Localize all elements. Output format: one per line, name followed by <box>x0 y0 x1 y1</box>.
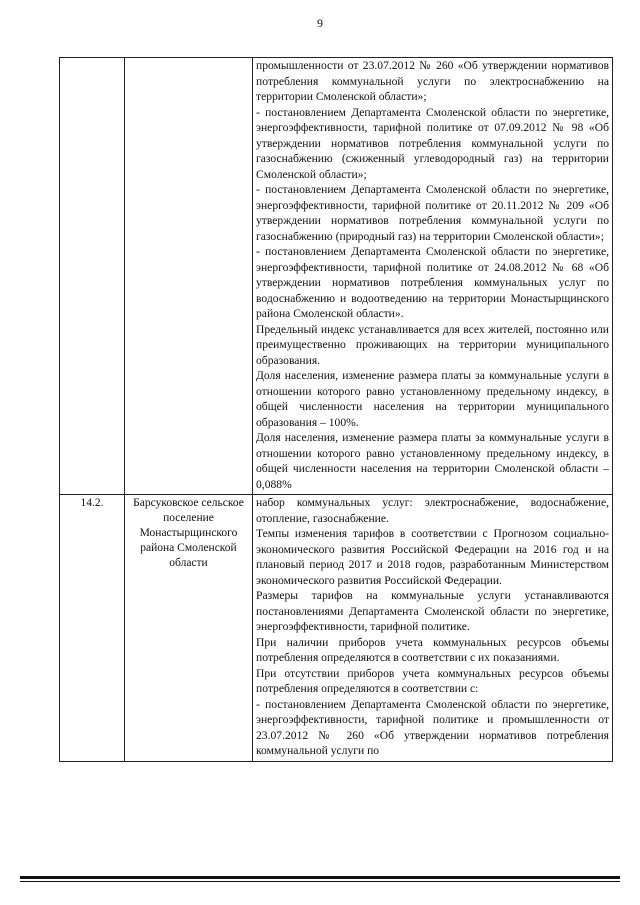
paragraph: Размеры тарифов на коммунальные услуги устанавливаются постановлениями Департамента Смоленской области по энергетике, энергоэффективности, тарифной политике. <box>256 589 609 633</box>
paragraph: Предельный индекс устанавливается для всех жителей, постоянно или преимущественно проживающих на территории муниципального образования. <box>256 322 609 367</box>
paragraph: При наличии приборов учета коммунальных ресурсов объемы потребления определяются в соответствии с их показаниями. <box>256 635 609 664</box>
row-number-cell <box>60 495 125 762</box>
paragraph: промышленности от 23.07.2012 № 260 «Об утверждении нормативов потребления коммунальной услуги по электроснабжению на территории Смоленской области»; <box>256 59 609 103</box>
municipality-cell <box>125 58 253 495</box>
paragraph: - постановлением Департамента Смоленской области по энергетике, энергоэффективности, тарифной политике от 07.09.2012 № 98 «Об утверждении нормативов потребления коммунальной услуги по газоснабжению (сжиженный углеводородный газ) на территории Смоленской области»; <box>256 105 609 181</box>
paragraph: При отсутствии приборов учета коммунальных ресурсов объемы потребления определяются в соответствии с: <box>256 666 609 695</box>
description-text <box>253 495 612 761</box>
paragraph: - постановлением Департамента Смоленской области по энергетике, энергоэффективности, тарифной политике и промышленности от 23.07.2012 № 260 «Об утверждении нормативов потребления коммунальной услуги по <box>256 697 609 757</box>
paragraph: Доля населения, изменение размера платы за коммунальные услуги в отношении которого равно установленному предельному индексу, в общей численности населения на территории муниципального образования – 100%. <box>256 369 609 429</box>
row-number-cell <box>60 58 125 495</box>
row-number: 14.2. <box>80 497 104 509</box>
municipality-name: Барсуковское сельское поселение Монастырщинского района Смоленской области <box>133 497 244 569</box>
table-row <box>60 495 613 762</box>
description-cell <box>253 58 613 495</box>
paragraph: - постановлением Департамента Смоленской области по энергетике, энергоэффективности, тарифной политике от 24.08.2012 № 68 «Об утверждении нормативов потребления коммунальных услуг по водоснабжению и водоотведению на территории Монастырщинского района Смоленской области». <box>256 245 609 320</box>
paragraph: Темпы изменения тарифов в соответствии с Прогнозом социально-экономического развития Российской Федерации на 2016 год и на плановый период 2017 и 2018 годов, разработанным Министерством экономического развития Российской Федерации. <box>256 527 609 587</box>
description-text <box>253 58 612 494</box>
tariff-table <box>59 57 613 762</box>
footer-rule-thin <box>20 881 620 882</box>
page-number: 9 <box>317 16 323 30</box>
municipality-cell <box>125 495 253 762</box>
paragraph: - постановлением Департамента Смоленской области по энергетике, энергоэффективности, тарифной политике от 20.11.2012 № 209 «Об утверждении нормативов потребления коммунальной услуги по газоснабжению (природный газ) на территории Смоленской области»; <box>256 183 609 243</box>
footer-rule <box>20 876 620 879</box>
paragraph: Доля населения, изменение размера платы за коммунальные услуги в отношении которого равно установленному предельному индексу, в общей численности населения на территории Смоленской области – 0,088% <box>256 431 609 491</box>
paragraph: набор коммунальных услуг: электроснабжение, водоснабжение, отопление, газоснабжение. <box>256 496 609 525</box>
description-cell <box>253 495 613 762</box>
table-row <box>60 58 613 495</box>
